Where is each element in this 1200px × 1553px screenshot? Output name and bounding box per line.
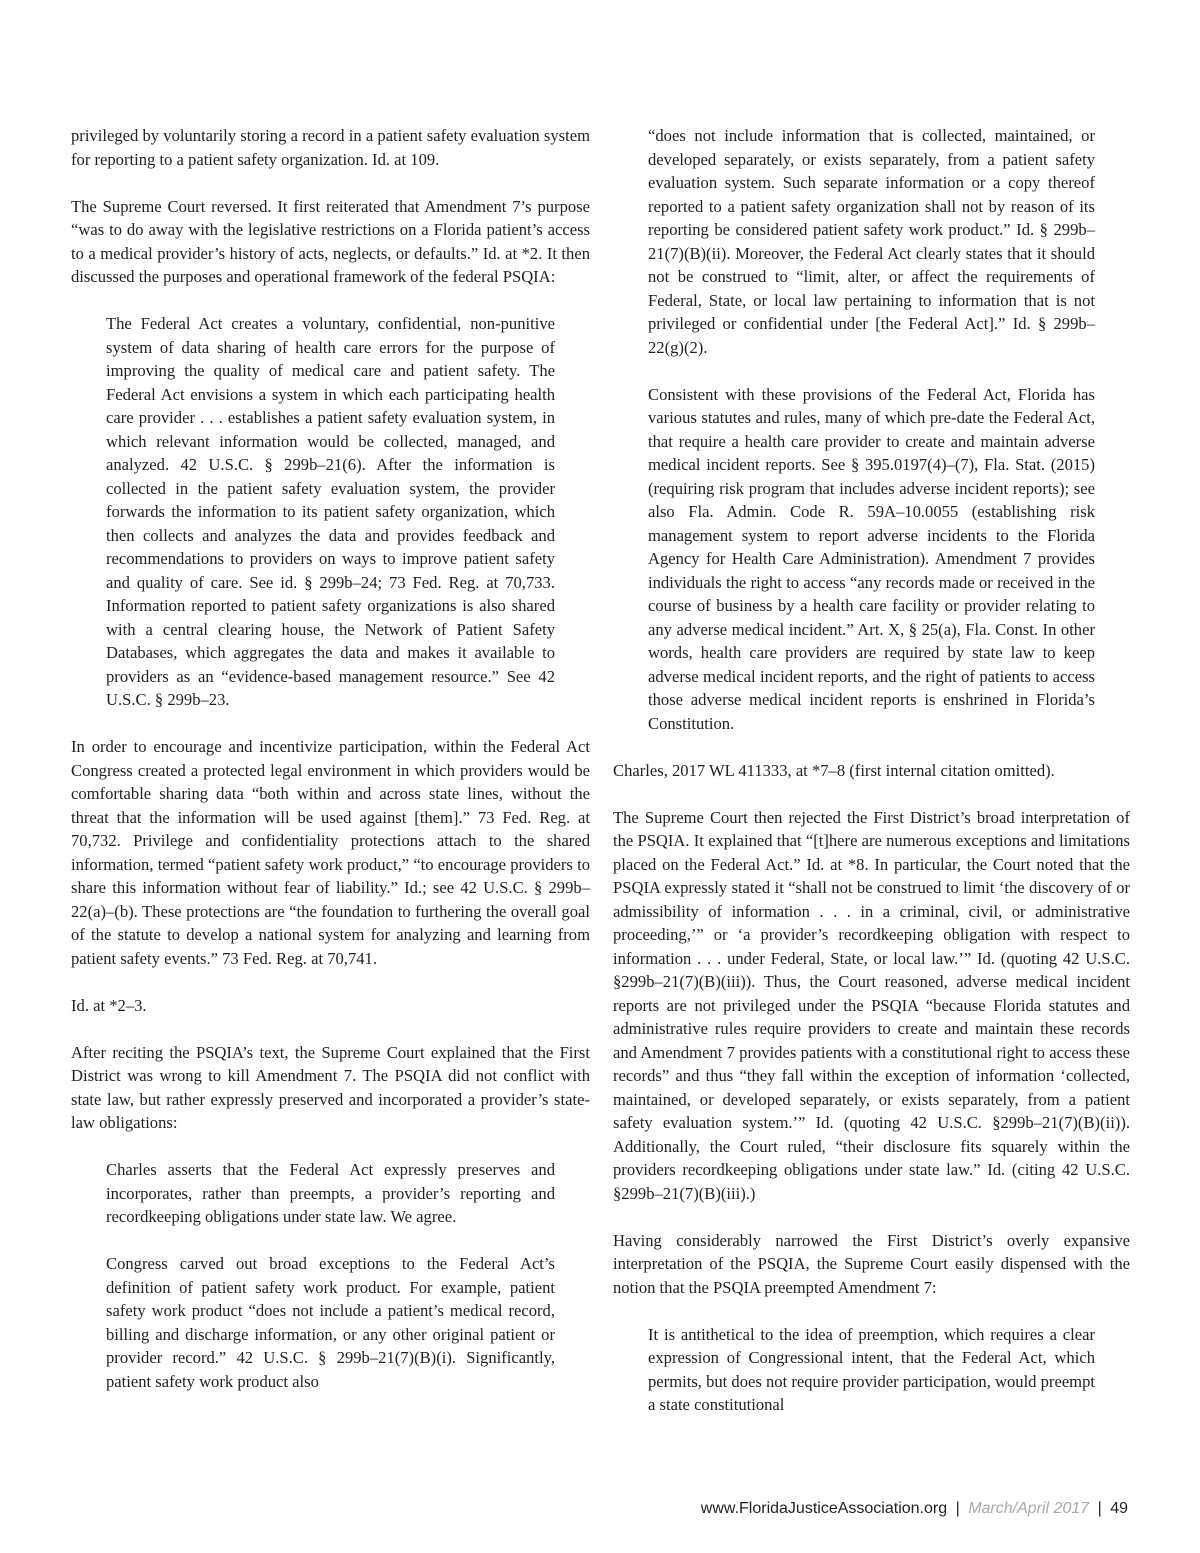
left-paragraph-2: The Supreme Court reversed. It first reiterated that Amendment 7’s purpose “was to do away with the legislative restrictions on a Florida patient’s access to a medical provider’s history of acts, neglects, or defaults.” Id. at *2. It then discussed the purposes and operational framework of the federal PSQIA: [71,196,590,286]
block-quote-charles-asserts: Charles asserts that the Federal Act expressly preserves and incorporates, rather than preempts, a provider’s reporting and recordkeeping obligations under state law. We agree. [106,1160,555,1226]
footer-separator-2: | [1097,1500,1102,1517]
left-paragraph-3: In order to encourage and incentivize participation, within the Federal Act Congress created a protected legal environment in which providers would be comfortable sharing data “both within and across state lines, without the threat that the information will be used against [them].” 73 Fed. Reg. at 70,732. Privilege and confidentiality protections attach to the shared information, termed “patient safety work product,” “to encourage providers to share this information without fear of liability.” Id.; see 42 U.S.C. § 299b–22(a)–(b). These protections are “the foundation to furthering the overall goal of the statute to develop a national system for analyzing and learning from patient safety events.” 73 Fed. Reg. at 70,741. [71,737,590,968]
block-quote-continuation: “does not include information that is collected, maintained, or developed separately, or exists separately, from a patient safety evaluation system. Such separate information or a copy thereof reported to a patient safety organization shall not by reason of its reporting be considered patient safety work product.” Id. § 299b–21(7)(B)(ii). Moreover, the Federal Act clearly states that it should not be construed to “limit, alter, or affect the requirements of Federal, State, or local law pertaining to information that is not privileged or confidential under [the Federal Act].” Id. § 299b–22(g)(2). [648,126,1095,357]
block-quote-federal-act: The Federal Act creates a voluntary, confidential, non-punitive system of data sharing of health care errors for the purpose of improving the quality of medical care and patient safety. The Federal Act envisions a system in which each participating health care provider . . . establishes a patient safety evaluation system, in which relevant information would be collected, managed, and analyzed. 42 U.S.C. § 299b–21(6). After the information is collected in the patient safety evaluation system, the provider forwards the information to its patient safety organization, which then collects and analyzes the data and provides feedback and recommendations to providers on ways to improve patient safety and quality of care. See id. § 299b–24; 73 Fed. Reg. at 70,733. Information reported to patient safety organizations is also shared with a central clearing house, the Network of Patient Safety Databases, which aggregates the data and makes it available to providers as an “evidence-based management resource.” See 42 U.S.C. § 299b–23. [106,314,555,709]
left-paragraph-1: privileged by voluntarily storing a record in a patient safety evaluation system for reporting to a patient safety organization. Id. at 109. [71,126,590,169]
page-number: 49 [1110,1500,1128,1517]
right-paragraph-7: The Supreme Court then rejected the First District’s broad interpretation of the PSQIA. It explained that “[t]here are numerous exceptions and limitations placed on the Federal Act.” Id. at *8. In particular, the Court noted that the PSQIA expressly stated it “shall not be construed to limit ‘the discovery of or admissibility of information . . . in a criminal, civil, or administrative proceeding,’” or ‘a provider’s recordkeeping obligation with respect to information . . . under Federal, State, or local law.’” Id. (quoting 42 U.S.C. §299b–21(7)(B)(iii)). Thus, the Court reasoned, adverse medical incident reports are not privileged under the PSQIA “because Florida statutes and administrative rules require providers to create and maintain these records and Amendment 7 provides patients with a constitutional right to access these records” and thus “they fall within the exception of information ‘collected, maintained, or developed separately, or exists separately, from a patient safety evaluation system.’” Id. (quoting 42 U.S.C. §299b–21(7)(B)(ii)). Additionally, the Court ruled, “their disclosure fits squarely within the providers recordkeeping obligations under state law.” Id. (citing 42 U.S.C. §299b–21(7)(B)(iii).) [613,807,1130,1203]
footer-separator: | [955,1500,960,1517]
footer-url[interactable]: www.FloridaJusticeAssociation.org [700,1500,948,1517]
block-quote-florida-statutes: Consistent with these provisions of the Federal Act, Florida has various statutes and rules, many of which pre-date the Federal Act, that require a health care provider to create and maintain adverse medical incident reports. See § 395.0197(4)–(7), Fla. Stat. (2015) (requiring risk program that includes adverse incident reports); see also Fla. Admin. Code R. 59A–10.0055 (establishing risk management system to report adverse incidents to the Florida Agency for Health Care Administration). Amendment 7 provides individuals the right to access “any records made or received in the course of business by a health care facility or provider relating to any adverse medical incident.” Art. X, § 25(a), Fla. Const. In other words, health care providers are required by state law to keep adverse medical incident reports, and the right of patients to access those adverse medical incident reports is enshrined in Florida’s Constitution. [648,384,1095,733]
left-column [71,124,590,1417]
block-quote-preemption: It is antithetical to the idea of preemption, which requires a clear expression of Congressional intent, that the Federal Act, which permits, but does not require provider participation, would preempt a state constitutional [648,1324,1095,1414]
right-citation: Charles, 2017 WL 411333, at *7–8 (first internal citation omitted). [613,760,1055,780]
page-footer [0,1500,1128,1518]
right-column [613,124,1130,1440]
right-paragraph-8: Having considerably narrowed the First District’s overly expansive interpretation of the PSQIA, the Supreme Court easily dispensed with the notion that the PSQIA preempted Amendment 7: [613,1230,1130,1297]
left-citation: Id. at *2–3. [71,995,147,1015]
left-paragraph-5: After reciting the PSQIA’s text, the Supreme Court explained that the First District was wrong to kill Amendment 7. The PSQIA did not conflict with state law, but rather expressly preserved and incorporated a provider’s state-law obligations: [71,1042,590,1132]
footer-issue: March/April 2017 [968,1500,1090,1517]
block-quote-congress-carved: Congress carved out broad exceptions to the Federal Act’s definition of patient safety work product. For example, patient safety work product “does not include a patient’s medical record, billing and discharge information, or any other original patient or provider record.” 42 U.S.C. § 299b–21(7)(B)(i). Significantly, patient safety work product also [106,1254,555,1391]
